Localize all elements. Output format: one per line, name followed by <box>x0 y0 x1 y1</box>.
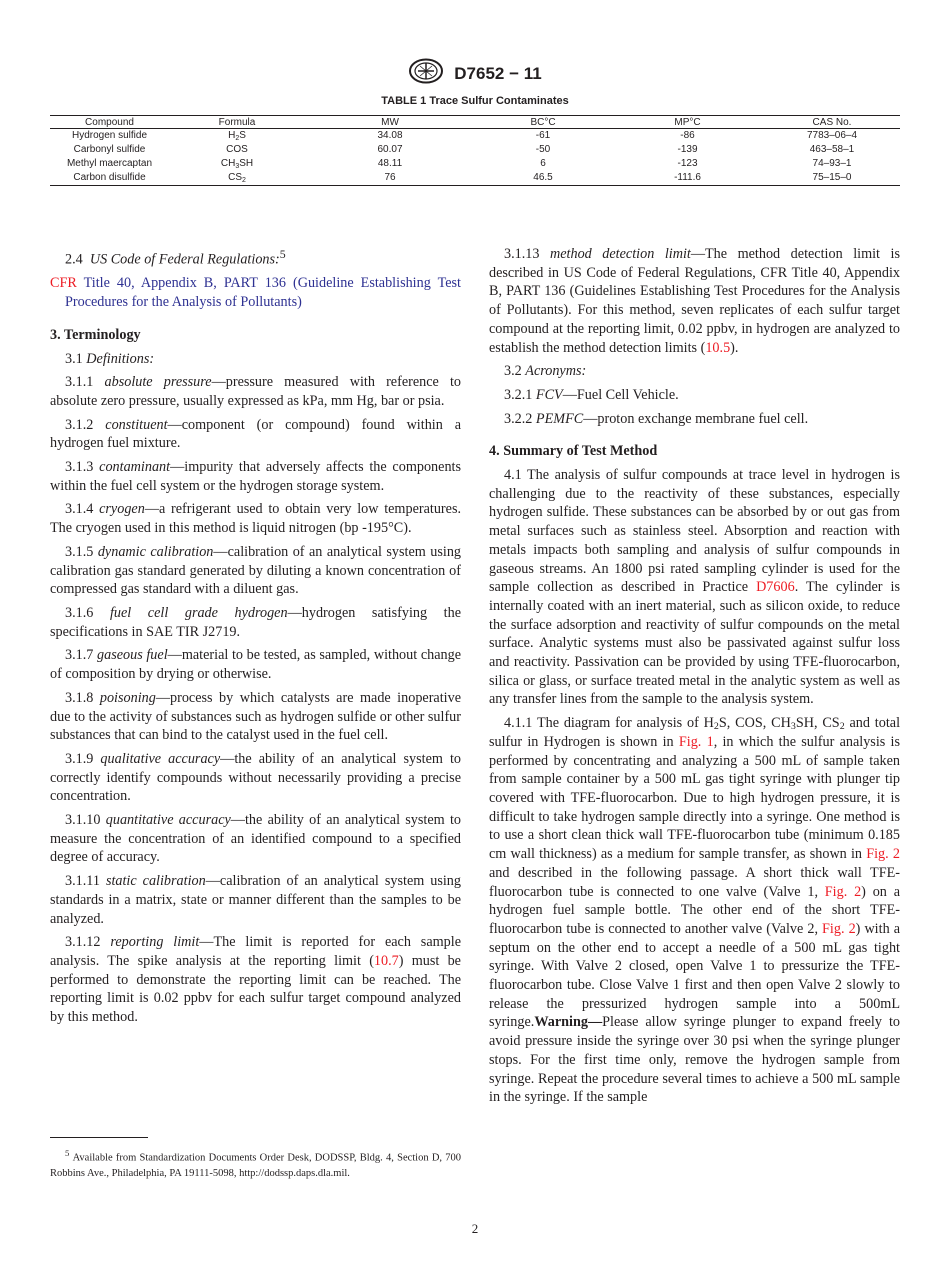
cas-cell: 75–15–0 <box>764 171 900 186</box>
footnote-5: $^5$ Available from Standardization Documents Order Desk, DODSSP, Bldg. 4, Section D, 700 Robbins Ave., Philadelphia, PA 19111-5098, http://dodssp.daps.dla.mil. <box>50 1148 462 1179</box>
table-title: TABLE 1 Trace Sulfur Contaminates <box>381 95 569 107</box>
table-row <box>50 171 900 186</box>
col-header-mp: MP°C <box>611 116 764 129</box>
ref-d7606-link[interactable]: D7606 <box>756 579 795 596</box>
ref-10-5-link[interactable]: 10.5 <box>705 339 731 356</box>
mp-cell: -111.6 <box>611 171 764 186</box>
mw-cell: 48.11 <box>377 158 403 169</box>
formula-cell: COS <box>226 144 248 155</box>
col-header-bc: BC°C <box>475 116 611 129</box>
definition-3-1-9: 3.1.9 qualitative accuracy—the ability of an analytical system to correctly identify compounds without necessarily providing a precise concentration. <box>50 750 461 805</box>
cfr-reference[interactable]: CFR Title 40, Appendix B, PART 136 (Guideline Establishing Test Procedures for the Analysis of Pollutants) <box>50 275 461 311</box>
definition-3-1-8: 3.1.8 poisoning—process by which catalysts are made inoperative due to the activity of substances such as hydrogen sulfide or other sulfur substances that can bind to the catalyst used in the fuel cell. <box>50 689 462 744</box>
definition-3-1-1: 3.1.1 absolute pressure—pressure measured with reference to absolute zero pressure, usually expressed as kPa, mm Hg, bar or psia. <box>50 374 462 409</box>
section-3-1: 3.1 Definitions: <box>65 350 155 367</box>
bc-cell: -61 <box>535 130 551 141</box>
table-header-row <box>50 116 900 129</box>
fig-2-link[interactable]: Fig. 2 <box>822 920 856 937</box>
compound-cell: Carbonyl sulfide <box>73 144 146 155</box>
section-2-4: 2.4 US Code of Federal Regulations:$^5$ <box>65 247 286 268</box>
fig-2-link[interactable]: Fig. 2 <box>824 883 862 900</box>
definition-3-1-5: 3.1.5 dynamic calibration—calibration of an analytical system using calibration gas standard generated by diluting a known concentration of compressed gas standard with a diluent gas. <box>50 543 462 598</box>
formula-cell: $H_2S$ <box>228 130 246 142</box>
bc-cell: -50 <box>535 144 551 155</box>
section-4-heading: 4. Summary of Test Method <box>489 443 658 460</box>
formula-cell: $CS_2$ <box>169 171 305 186</box>
definition-3-1-6: 3.1.6 fuel cell grade hydrogen—hydrogen satisfying the specifications in SAE TIR J2719. <box>50 604 461 640</box>
fig-2-link[interactable]: Fig. 2 <box>866 846 900 863</box>
cas-cell: 7783–06–4 <box>806 130 858 141</box>
left-column <box>50 245 461 1032</box>
definition-3-1-3: 3.1.3 contaminant—impurity that adversely affects the components within the fuel cell system or the hydrogen storage system. <box>50 459 461 494</box>
mw-cell: 34.08 <box>377 130 403 141</box>
trace-sulfur-table <box>50 115 900 186</box>
compound-cell: Methyl maercaptan <box>66 158 153 169</box>
definition-3-1-7: 3.1.7 gaseous fuel—material to be tested, as sampled, without change of composition by drying or otherwise. <box>50 647 461 683</box>
ref-10-7-link[interactable]: 10.7 <box>373 952 399 969</box>
mw-cell: 76 <box>305 171 475 186</box>
compound-cell: Hydrogen sulfide <box>71 130 148 141</box>
fig-1-link[interactable]: Fig. 1 <box>678 733 714 750</box>
bc-cell: 6 <box>540 158 546 169</box>
definition-3-1-13: 3.1.13 method detection limit—The method detection limit is described in US Code of Federal Regulations, CFR Title 40, Appendix B, PART 136 (Guidelines Establishing Test Procedures for the Analysis of Pollutants). For this method, seven replicates of each sulfur target compound at the reporting limit, 0.02 ppbv, in hydrogen are analyzed to establish the method detection limits (10.5). <box>489 246 900 356</box>
mp-cell: -86 <box>680 130 695 141</box>
mw-cell: 60.07 <box>377 144 403 155</box>
definition-3-1-12: 3.1.12 reporting limit—The limit is reported for each sample analysis. The spike analysis at the reporting limit (10.7) must be performed to demonstrate the reporting limit can be reached. The reporting limit is 0.02 ppbv for each sulfur target compound analyzed by this method. <box>50 934 461 1026</box>
compound-cell: Carbon disulfide <box>50 171 169 186</box>
paragraph-4-1: 4.1 The analysis of sulfur compounds at trace level in hydrogen is challenging due to the reactivity of these substances, especially hydrogen sulfide. These substances can be absorbed by or out gas from metal surfaces such as stainless steel. Absorption and reaction with metals impacts both sampling and analysis of sulfur compounds in gaseous streams. An 1800 psi rated sampling cylinder is used for the sample collection as described in Practice D7606. The cylinder is internally coated with an inert material, such as silicon oxide, to reduce the surface adsorption and reactivity of sulfur compounds on the metal surface. Analytic systems must also be passivated against sulfur loss and reactivity. Passivation can be provided by using TFE-fluorocarbon, silica or glass, or surface treated metal in the analytic system as well as any transfer lines from the sample to the analysis system. <box>489 467 900 708</box>
astm-logo-icon <box>408 58 444 89</box>
paragraph-4-1-1: 4.1.1 The diagram for analysis of $H_2S$, COS, $CH_3SH$, $CS_2$ and total sulfur in Hydrogen is shown in Fig. 1, in which the sulfur analysis is performed by concentrating and analyzing a 500 mL of sample taken from sample container by a 500 mL gas tight syringe with plunger tip covered with TFE-fluorocarbon. Due to high hydrogen pressure, it is difficult to take hydrogen sample directly into a syringe. One method is to use a short clean thick wall TFE-fluorocarbon tube (minimum 0.185 cm wall thickness) as a medium for sample transfer, as shown in Fig. 2 and described in the following passage. A short thick wall TFE-fluorocarbon tube is connected to one valve (Valve 1, Fig. 2) on a hydrogen fuel sample bottle. The other end of the short TFE-fluorocarbon tube is connected to another valve (Valve 2, Fig. 2) with a septum on the other end to accept a needle of a 500 mL gas tight syringe. With Valve 2 closed, open Valve 1 to pressurize the TFE-fluorocarbon tube. Close Valve 1 first and then open Valve 2 slowly to release the pressurized hydrogen sample into a 500mL syringe.Warning—Please allow syringe plunger to expand freely to avoid pressure inside the syringe over 30 psi when the syringe plunger stops. For the first time only, remove the hydrogen sample from syringe. Repeat the procedure several times to achieve a 500 mL sample in the syringe. If the sample <box>489 715 901 1106</box>
col-header-mw: MW <box>305 116 475 129</box>
col-header-compound: Compound <box>50 116 169 129</box>
table-row <box>50 143 900 157</box>
formula-cell: $CH_3SH$ <box>220 158 254 170</box>
cas-cell: 463–58–1 <box>809 144 855 155</box>
mp-cell: -123 <box>677 158 698 169</box>
acronym-3-2-2: 3.2.2 PEMFC—proton exchange membrane fuel cell. <box>504 410 809 427</box>
definition-3-1-2: 3.1.2 constituent—component (or compound) found within a hydrogen fuel mixture. <box>50 416 462 452</box>
bc-cell: 46.5 <box>475 171 611 186</box>
definition-3-1-11: 3.1.11 static calibration—calibration of an analytical system using standards in a matrix, state or manner different than the samples to be analyzed. <box>50 873 461 927</box>
mp-cell: -139 <box>677 144 698 155</box>
table-row <box>50 157 900 171</box>
definition-3-1-4: 3.1.4 cryogen—a refrigerant used to obtain very low temperatures. The cryogen used in this method is liquid nitrogen (bp -195°C). <box>50 501 462 537</box>
footnote-divider <box>50 1137 148 1138</box>
table-row <box>50 129 900 144</box>
cas-cell: 74–93–1 <box>812 158 852 169</box>
section-3-2: 3.2 Acronyms: <box>504 363 587 380</box>
page-header <box>0 58 950 89</box>
designation: D7652 − 11 <box>454 63 542 83</box>
section-3-heading: 3. Terminology <box>50 326 141 343</box>
definition-3-1-10: 3.1.10 quantitative accuracy—the ability of an analytical system to measure the concentration of an identified compound to a specified degree of accuracy. <box>50 812 462 866</box>
col-header-formula: Formula <box>169 116 305 129</box>
col-header-cas: CAS No. <box>764 116 900 129</box>
acronym-3-2-1: 3.2.1 FCV—Fuel Cell Vehicle. <box>504 386 679 403</box>
page-number: 2 <box>471 1221 479 1236</box>
warning-label: Warning— <box>534 1014 603 1031</box>
right-column <box>489 245 900 1112</box>
